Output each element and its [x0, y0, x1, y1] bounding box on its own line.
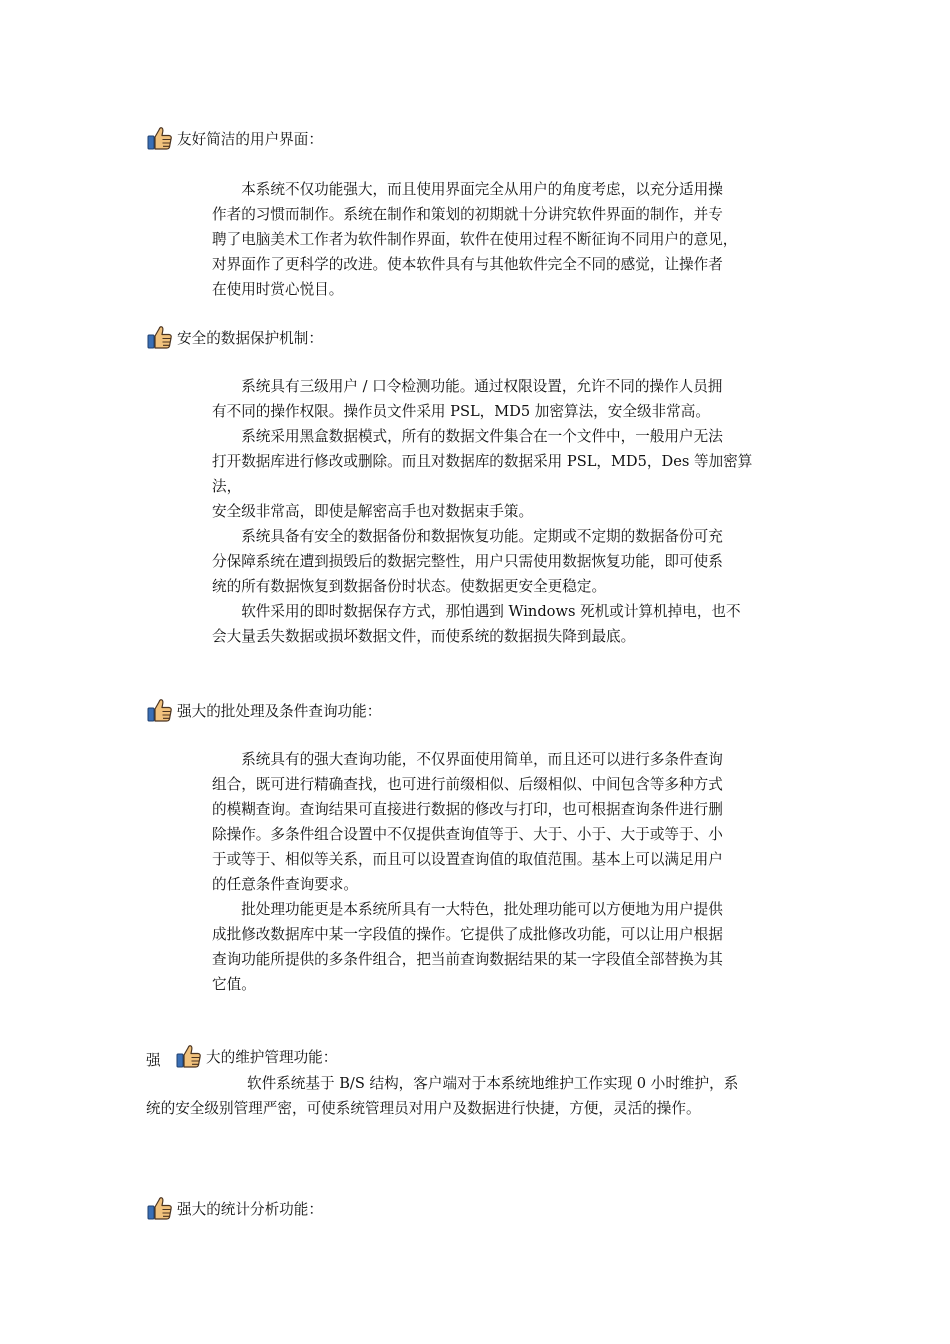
text-line: 在使用时赏心悦目。 [212, 281, 344, 298]
text-line: 统的安全级别管理严密，可使系统管理员对用户及数据进行快捷，方便，灵活的操作。 [146, 1100, 701, 1117]
text-line: 系统具有的强大查询功能，不仅界面使用简单，而且还可以进行多条件查询 [241, 751, 723, 768]
section-heading-ui [147, 126, 323, 150]
heading-text: 强大的统计分析功能： [177, 1200, 323, 1218]
thumbs-up-icon [147, 698, 173, 722]
text-line: 的任意条件查询要求。 [212, 876, 358, 893]
text-line: 查询功能所提供的多条件组合，把当前查询数据结果的某一字段值全部替换为其 [212, 951, 723, 968]
text-line: 的模糊查询。查询结果可直接进行数据的修改与打印，也可根据查询条件进行删 [212, 801, 723, 818]
paragraph [212, 177, 814, 302]
paragraph [146, 1071, 808, 1121]
text-line: 成批修改数据库中某一字段值的操作。它提供了成批修改功能，可以让用户根据 [212, 926, 723, 943]
paragraph [212, 374, 808, 649]
text-line: 打开数据库进行修改或删除。而且对数据库的数据采用 PSL，MD5，Des 等加密算 [212, 453, 753, 470]
text-line: 系统具有三级用户 / 口令检测功能。通过权限设置，允许不同的操作人员拥 [241, 378, 723, 395]
text-line: 有不同的操作权限。操作员文件采用 PSL，MD5 加密算法，安全级非常高。 [212, 403, 710, 420]
text-line: 本系统不仅功能强大，而且使用界面完全从用户的角度考虑，以充分适用操 [241, 181, 723, 198]
section-heading-statistics [147, 1196, 323, 1220]
text-line: 统的所有数据恢复到数据备份时状态。使数据更安全更稳定。 [212, 578, 607, 595]
heading-text: 友好简洁的用户界面： [177, 130, 323, 148]
text-line: 它值。 [212, 976, 256, 993]
thumbs-up-icon [147, 1196, 173, 1220]
text-line: 软件采用的即时数据保存方式，那怕遇到 Windows 死机或计算机掉电，也不 [241, 603, 741, 620]
section-heading-security [147, 325, 323, 349]
text-line: 组合，既可进行精确查找，也可进行前缀相似、后缀相似、中间包含等多种方式 [212, 776, 723, 793]
heading-text: 安全的数据保护机制： [177, 329, 323, 347]
thumbs-up-icon [147, 126, 173, 150]
heading-text: 强大的批处理及条件查询功能： [177, 702, 382, 720]
text-line: 系统采用黑盒数据模式，所有的数据文件集合在一个文件中，一般用户无法 [241, 428, 723, 445]
heading-text: 大的维护管理功能： [206, 1048, 338, 1066]
text-line: 会大量丢失数据或损坏数据文件，而使系统的数据损失降到最底。 [212, 628, 636, 645]
thumbs-up-icon [176, 1044, 202, 1068]
heading-prefix: 强 [146, 1052, 161, 1069]
text-line: 于或等于、相似等关系，而且可以设置查询值的取值范围。基本上可以满足用户 [212, 851, 723, 868]
text-line: 除操作。多条件组合设置中不仅提供查询值等于、大于、小于、大于或等于、小 [212, 826, 723, 843]
thumbs-up-icon [147, 325, 173, 349]
text-line: 对界面作了更科学的改进。使本软件具有与其他软件完全不同的感觉，让操作者 [212, 256, 723, 273]
text-line: 系统具备有安全的数据备份和数据恢复功能。定期或不定期的数据备份可充 [241, 528, 723, 545]
section-heading-maintenance [176, 1044, 337, 1068]
text-line: 法， [212, 478, 242, 495]
text-line: 批处理功能更是本系统所具有一大特色，批处理功能可以方便地为用户提供 [241, 901, 723, 918]
text-line: 分保障系统在遭到损毁后的数据完整性，用户只需使用数据恢复功能，即可使系 [212, 553, 723, 570]
section-heading-batch [147, 698, 381, 722]
text-line: 软件系统基于 B/S 结构，客户端对于本系统地维护工作实现 0 小时维护，系 [247, 1075, 739, 1092]
paragraph [212, 747, 808, 997]
text-line: 聘了电脑美术工作者为软件制作界面，软件在使用过程不断征询不同用户的意见， [212, 231, 738, 248]
text-line: 作者的习惯而制作。系统在制作和策划的初期就十分讲究软件界面的制作，并专 [212, 206, 723, 223]
text-line: 安全级非常高，即使是解密高手也对数据束手策。 [212, 503, 534, 520]
